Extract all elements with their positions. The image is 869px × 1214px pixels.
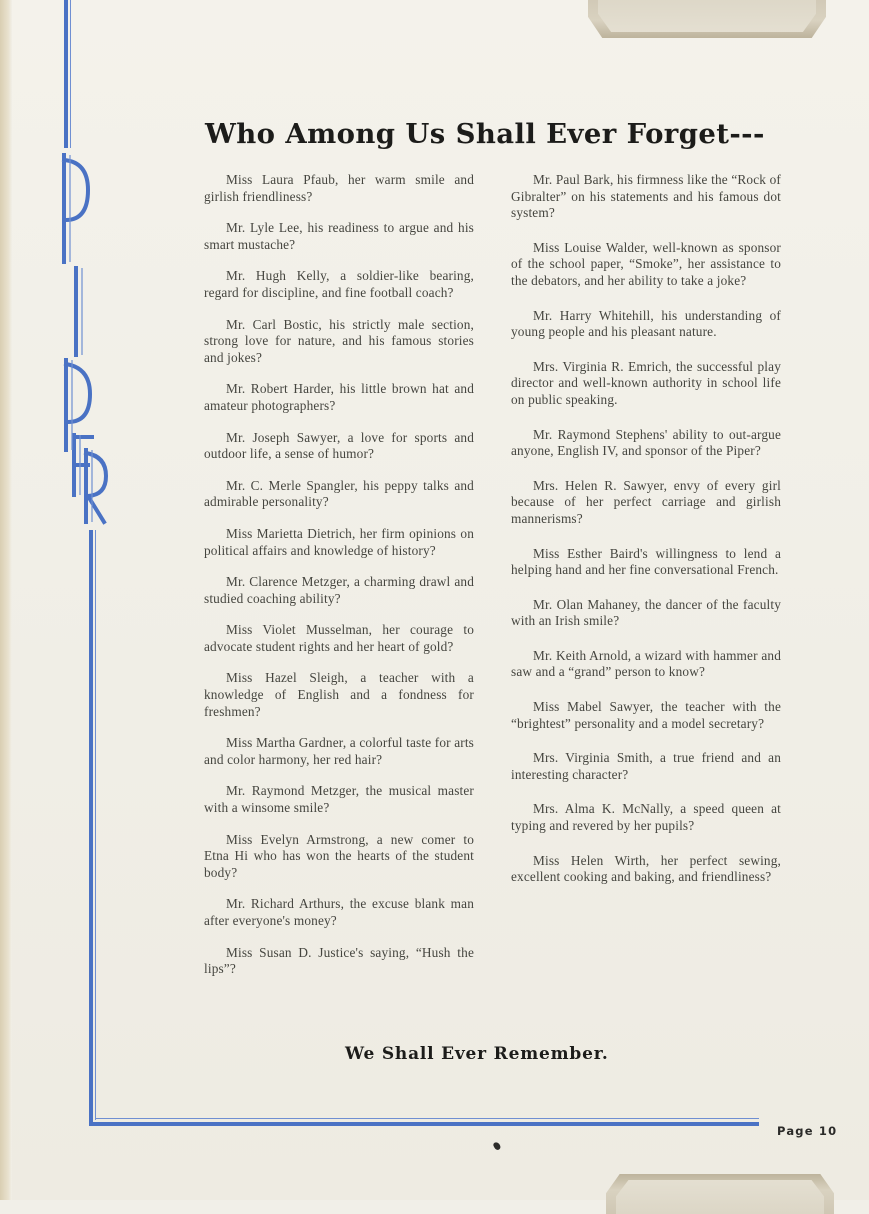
piper-logo <box>52 150 112 530</box>
entry-marietta-dietrich: Miss Marietta Dietrich, her firm opinions on political affairs and knowledge of history? <box>204 525 474 558</box>
entry-virginia-emrich: Mrs. Virginia R. Emrich, the successful play director and well-known authority in school life on public speaking. <box>511 358 781 407</box>
entry-olan-mahaney: Mr. Olan Mahaney, the dancer of the faculty with an Irish smile? <box>511 596 781 629</box>
entry-evelyn-armstrong: Miss Evelyn Armstrong, a new comer to Etna Hi who has won the hearts of the student body? <box>204 831 474 880</box>
closing-heading: We Shall Ever Remember. <box>345 1044 609 1064</box>
top-tab-inner <box>598 0 816 32</box>
entry-lyle-lee: Mr. Lyle Lee, his readiness to argue and his smart mustache? <box>204 220 474 252</box>
logo-letter-p1 <box>64 155 88 262</box>
entry-richard-arthurs: Mr. Richard Arthurs, the excuse blank man after everyone's money? <box>204 896 474 928</box>
entry-carl-bostic: Mr. Carl Bostic, his strictly male section, strong love for nature, and his famous stories and jokes? <box>204 316 474 365</box>
entry-esther-baird: Miss Esther Baird's willingness to lend a helping hand and her fine conversational French. <box>511 545 781 578</box>
top-left-vertical-line-2 <box>70 0 71 148</box>
entry-raymond-metzger: Mr. Raymond Metzger, the musical master with a winsome smile? <box>204 783 474 816</box>
entry-hazel-sleigh: Miss Hazel Sleigh, a teacher with a knowledge of English and a fondness for freshmen? <box>204 670 474 719</box>
left-column <box>204 172 474 978</box>
page-headline: Who Among Us Shall Ever Forget--- <box>205 118 765 150</box>
entry-violet-musselman: Miss Violet Musselman, her courage to advocate student rights and her heart of gold? <box>204 622 474 654</box>
top-left-vertical-line <box>64 0 68 148</box>
entry-susan-justice: Miss Susan D. Justice's saying, “Hush the lips”? <box>204 944 474 977</box>
entry-robert-harder: Mr. Robert Harder, his little brown hat and amateur photographers? <box>204 381 474 413</box>
entry-paul-bark: Mr. Paul Bark, his firmness like the “Rock of Gibralter” on his statements and his famous dot system? <box>511 172 781 221</box>
bottom-horizontal-rule <box>89 1122 759 1126</box>
entry-virginia-smith: Mrs. Virginia Smith, a true friend and an interesting character? <box>511 750 781 782</box>
entry-hugh-kelly: Mr. Hugh Kelly, a soldier-like bearing, regard for discipline, and fine football coach? <box>204 268 474 300</box>
entry-joseph-sawyer: Mr. Joseph Sawyer, a love for sports and outdoor life, a sense of humor? <box>204 429 474 462</box>
page-number: Page 10 <box>777 1124 838 1138</box>
entry-keith-arnold: Mr. Keith Arnold, a wizard with hammer and saw and a “grand” person to know? <box>511 647 781 680</box>
entry-merle-spangler: Mr. C. Merle Spangler, his peppy talks and admirable personality? <box>204 477 474 510</box>
bottom-tab-inner <box>616 1180 824 1214</box>
entry-mabel-sawyer: Miss Mabel Sawyer, the teacher with the “brightest” personality and a model secretary? <box>511 699 781 731</box>
entry-laura-pfaub: Miss Laura Pfaub, her warm smile and girlish friendliness? <box>204 172 474 204</box>
entry-helen-sawyer: Mrs. Helen R. Sawyer, envy of every girl because of her perfect carriage and girlish mannerisms? <box>511 477 781 526</box>
entry-raymond-stephens: Mr. Raymond Stephens' ability to out-argue anyone, English IV, and sponsor of the Piper? <box>511 426 781 459</box>
entry-clarence-metzger: Mr. Clarence Metzger, a charming drawl and studied coaching ability? <box>204 574 474 606</box>
entry-helen-wirth: Miss Helen Wirth, her perfect sewing, excellent cooking and baking, and friendliness? <box>511 852 781 885</box>
binding-edge <box>0 0 12 1200</box>
entry-louise-walder: Miss Louise Walder, well-known as sponsor of the school paper, “Smoke”, her assistance to the debators, and her ability to take a joke? <box>511 239 781 288</box>
bottom-horizontal-rule-inner <box>95 1118 759 1119</box>
right-column <box>511 172 781 886</box>
left-vertical-rule-inner <box>95 530 96 1120</box>
entry-alma-mcnally: Mrs. Alma K. McNally, a speed queen at typing and revered by her pupils? <box>511 801 781 834</box>
entry-martha-gardner: Miss Martha Gardner, a colorful taste for arts and color harmony, her red hair? <box>204 735 474 767</box>
logo-letter-r <box>86 450 106 522</box>
entry-harry-whitehill: Mr. Harry Whitehill, his understanding of young people and his pleasant nature. <box>511 307 781 340</box>
left-vertical-rule <box>89 530 93 1126</box>
logo-letter-e <box>74 435 92 495</box>
